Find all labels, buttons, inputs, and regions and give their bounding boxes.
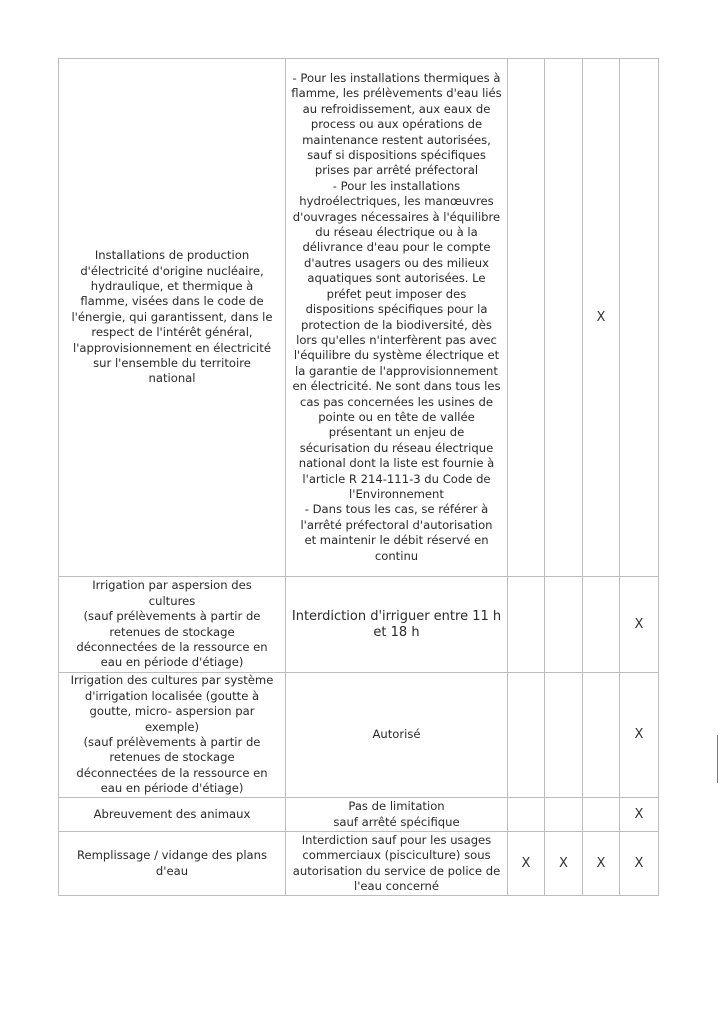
table-row bbox=[59, 673, 659, 798]
level-4-mark: X bbox=[620, 798, 659, 832]
measure-cell: Interdiction d'irriguer entre 11 h et 18 h bbox=[286, 577, 508, 673]
level-4-mark: X bbox=[620, 832, 659, 896]
level-1-mark: X bbox=[508, 832, 545, 896]
level-1-mark bbox=[508, 673, 545, 798]
level-3-mark: X bbox=[583, 59, 620, 577]
level-3-mark bbox=[583, 673, 620, 798]
restriction-table bbox=[58, 58, 659, 896]
usage-cell: Installations de production d'électricité d'origine nucléaire, hydraulique, et thermique à flamme, visées dans le code de l'énergie, qui garantissent, dans le respect de l'intérêt général, l'approvisionnement en électricité sur l'ensemble du territoire national bbox=[59, 59, 286, 577]
level-3-mark: X bbox=[583, 832, 620, 896]
level-4-mark bbox=[620, 59, 659, 577]
level-2-mark bbox=[545, 59, 583, 577]
table-row bbox=[59, 59, 659, 577]
table-row bbox=[59, 798, 659, 832]
level-1-mark bbox=[508, 59, 545, 577]
scan-edge-mark bbox=[717, 735, 718, 783]
table-row bbox=[59, 577, 659, 673]
usage-cell: Remplissage / vidange des plans d'eau bbox=[59, 832, 286, 896]
measure-cell: - Pour les installations thermiques à flamme, les prélèvements d'eau liés au refroidissement, aux eaux de process ou aux opérations de maintenance restent autorisées, sauf si dispositions spécifiques prises par arrêté préfectoral - Pour les installations hydroélectriques, les manœuvres d'ouvrages nécessaires à l'équilibre du réseau électrique ou à la délivrance d'eau pour le compte d'autres usagers ou des milieux aquatiques sont autorisées. Le préfet peut imposer des dispositions spécifiques pour la protection de la biodiversité, dès lors qu'elles n'interfèrent pas avec l'équilibre du système électrique et la garantie de l'approvisionnement en électricité. Ne sont dans tous les cas pas concernées les usines de pointe ou en tête de vallée présentant un enjeu de sécurisation du réseau électrique national dont la liste est fournie à l'article R 214-111-3 du Code de l'Environnement - Dans tous les cas, se référer à l'arrêté préfectoral d'autorisation et maintenir le débit réservé en continu bbox=[286, 59, 508, 577]
table-row bbox=[59, 832, 659, 896]
measure-cell: Interdiction sauf pour les usages commerciaux (pisciculture) sous autorisation du service de police de l'eau concerné bbox=[286, 832, 508, 896]
usage-cell: Abreuvement des animaux bbox=[59, 798, 286, 832]
usage-cell: Irrigation par aspersion des cultures (sauf prélèvements à partir de retenues de stockage déconnectées de la ressource en eau en période d'étiage) bbox=[59, 577, 286, 673]
level-1-mark bbox=[508, 798, 545, 832]
level-4-mark: X bbox=[620, 673, 659, 798]
level-3-mark bbox=[583, 798, 620, 832]
level-2-mark bbox=[545, 798, 583, 832]
measure-cell: Autorisé bbox=[286, 673, 508, 798]
level-4-mark: X bbox=[620, 577, 659, 673]
measure-cell: Pas de limitation sauf arrêté spécifique bbox=[286, 798, 508, 832]
level-2-mark: X bbox=[545, 832, 583, 896]
level-2-mark bbox=[545, 673, 583, 798]
level-1-mark bbox=[508, 577, 545, 673]
usage-cell: Irrigation des cultures par système d'irrigation localisée (goutte à goutte, micro- aspersion par exemple) (sauf prélèvements à partir de retenues de stockage déconnectées de la ressource en eau en période d'étiage) bbox=[59, 673, 286, 798]
level-2-mark bbox=[545, 577, 583, 673]
level-3-mark bbox=[583, 577, 620, 673]
